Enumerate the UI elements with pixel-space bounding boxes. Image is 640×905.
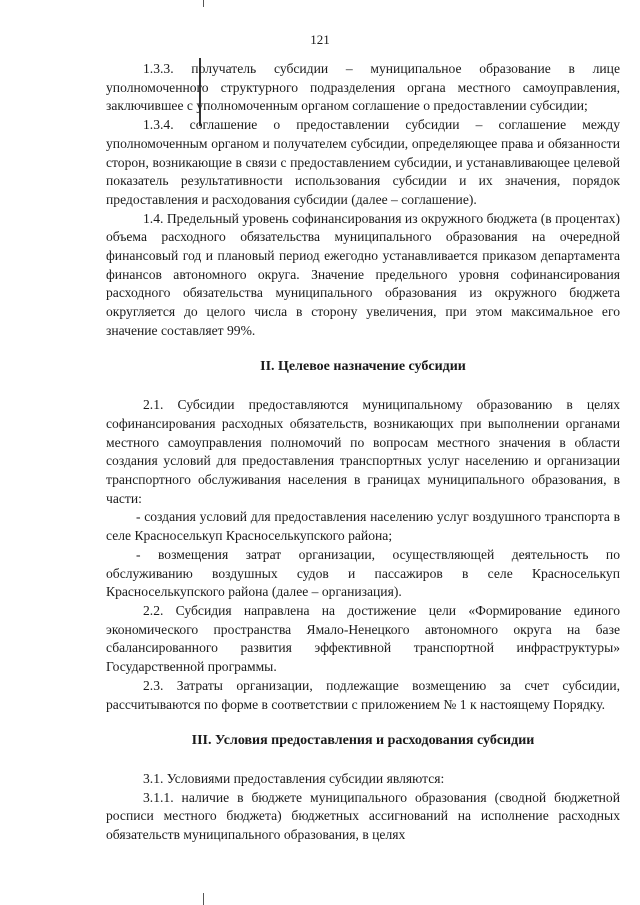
page-number: 121	[310, 32, 330, 47]
paragraph-1-3-4: 1.3.4. соглашение о предоставлении субсидии – соглашение между уполномоченным органом и получателем субсидии, определяющее права и обязанности сторон, возникающие в связи с предоставлением субсидии, и устанавливающее целевой показатель результативности использования субсидии и их значения, порядок предоставления и расходования субсидии (далее – соглашение).	[106, 117, 620, 207]
binding-mark-bottom	[203, 893, 204, 905]
paragraph-2-2: 2.2. Субсидия направлена на достижение цели «Формирование единого экономического пространства Ямало-Ненецкого автономного округа на базе сбалансированного развития эффективной транспортной инфраструктуры» Государственной программы.	[106, 602, 620, 675]
section-heading-2: II. Целевое назначение субсидии	[260, 358, 466, 374]
paragraph-2-1: 2.1. Субсидии предоставляются муниципальному образованию в целях софинансирования расходных обязательств, возникающих при выполнении органами местного самоуправления полномочий по вопросам местного значения в области создания условий для предоставления транспортных услуг населению и организации транспортного обслуживания населения в границах муниципального образования, в части:	[106, 397, 620, 506]
paragraph-2-3: 2.3. Затраты организации, подлежащие возмещению за счет субсидии, рассчитываются по форме в соответствии с приложением № 1 к настоящему Порядку.	[106, 677, 620, 712]
paragraph-3-1-1: 3.1.1. наличие в бюджете муниципального образования (сводной бюджетной росписи местного бюджета) бюджетных ассигнований на исполнение расходных обязательств муниципального образования, в целях	[106, 789, 620, 843]
document-body	[106, 60, 620, 845]
list-item-air-transport: - создания условий для предоставления населению услуг воздушного транспорта в селе Красноселькуп Красноселькупского района;	[106, 509, 620, 544]
paragraph-1-4: 1.4. Предельный уровень софинансирования из окружного бюджета (в процентах) объема расходного обязательства муниципального образования на очередной финансовый год и плановый период ежегодно устанавливается приказом департамента финансов автономного округа. Значение предельного уровня софинансирования расходного обязательства муниципального образования из окружного бюджета округляется до целого числа в сторону увеличения, при этом максимальное его значение составляет 99%.	[106, 210, 620, 338]
list-item-cost-reimbursement: - возмещения затрат организации, осуществляющей деятельность по обслуживанию воздушных судов и пассажиров в селе Красноселькуп Красноселькупского района (далее – организация).	[106, 546, 620, 600]
paragraph-3-1: 3.1. Условиями предоставления субсидии являются:	[143, 770, 445, 786]
paragraph-1-3-3: 1.3.3. получатель субсидии – муниципальное образование в лице уполномоченного структурного подразделения органа местного самоуправления, заключившее с уполномоченным органом соглашение о предоставлении субсидии;	[106, 61, 620, 114]
binding-mark-top	[203, 0, 204, 7]
section-heading-3: III. Условия предоставления и расходования субсидии	[191, 733, 535, 749]
